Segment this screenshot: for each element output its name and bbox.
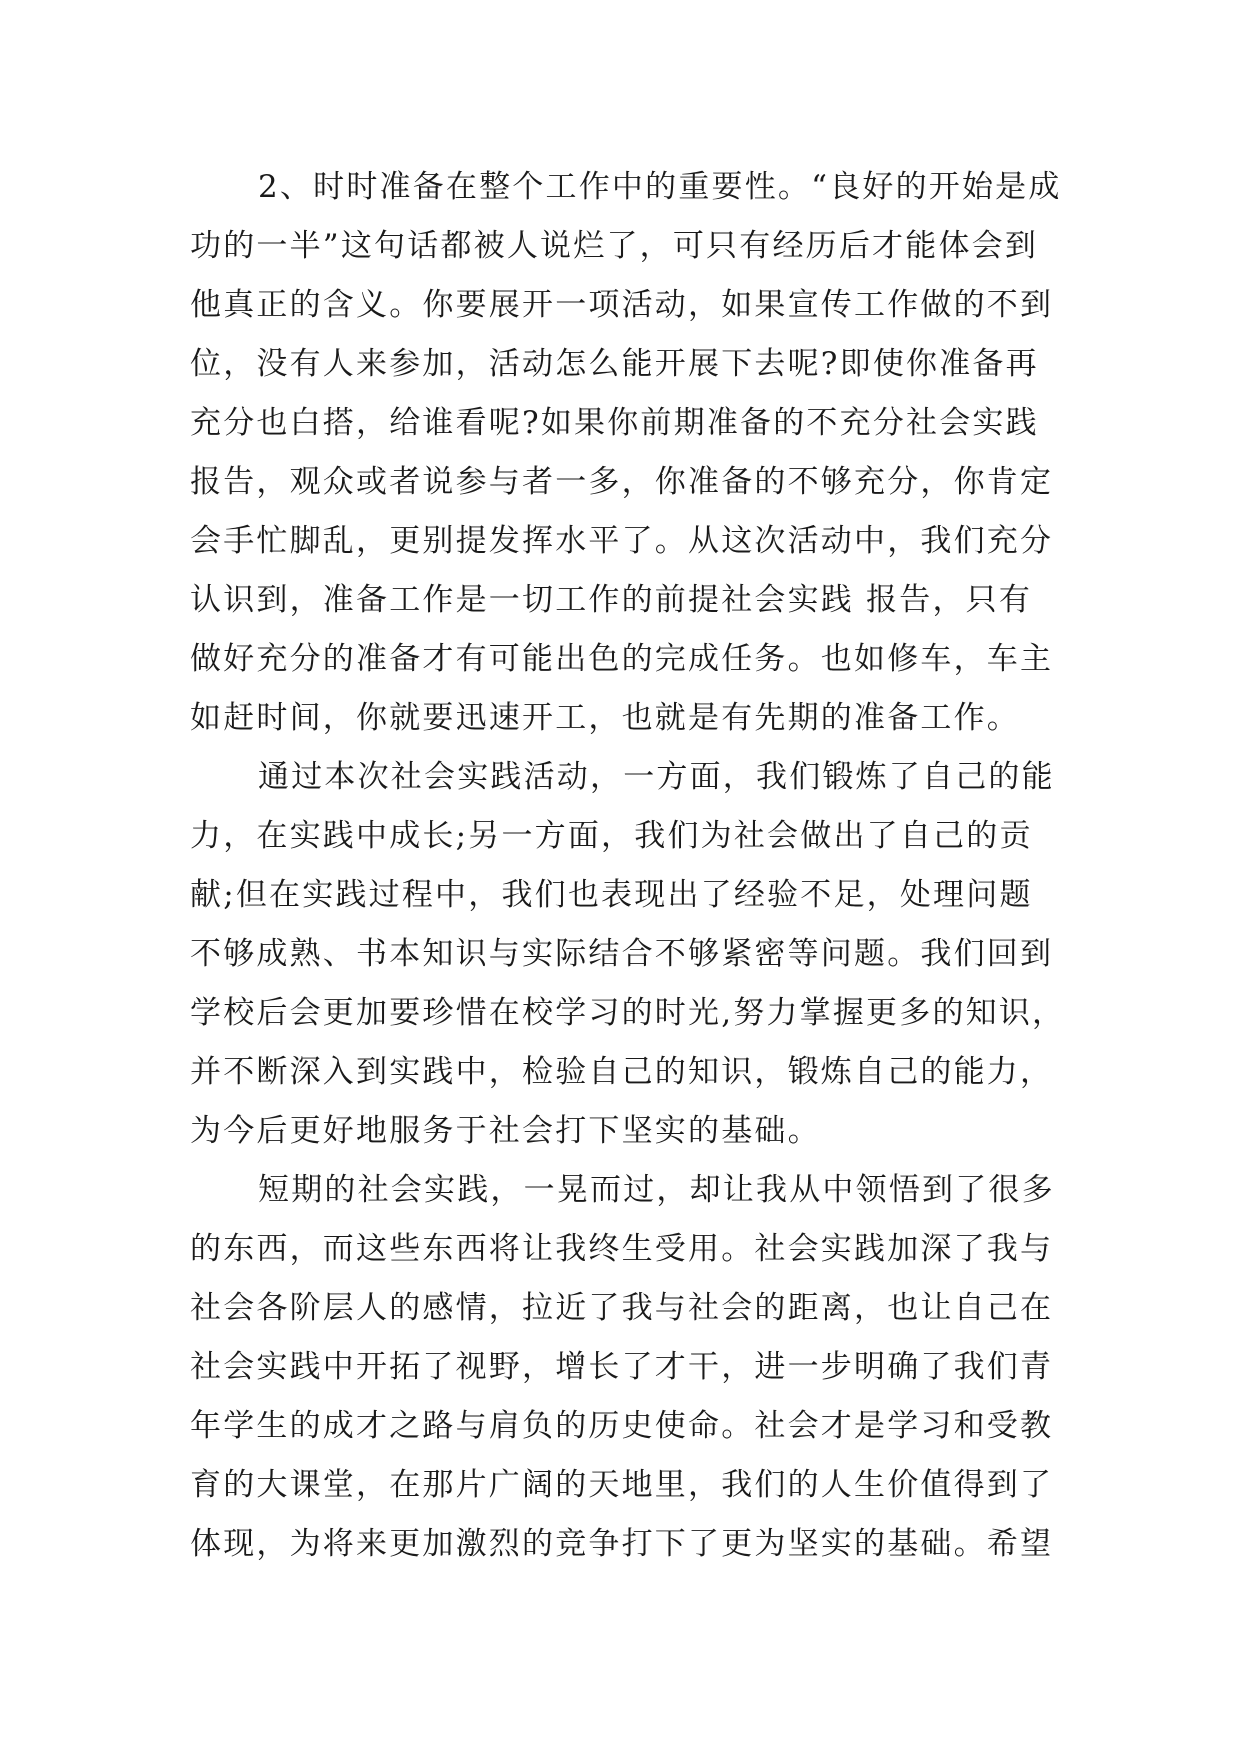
paragraph-2-line-5: 学校后会更加要珍惜在校学习的时光,努力掌握更多的知识， xyxy=(190,995,1066,1031)
paragraph-3-line-3: 社会各阶层人的感情，拉近了我与社会的距离，也让自己在 xyxy=(190,1290,1054,1326)
paragraph-1-line-4: 位，没有人来参加，活动怎么能开展下去呢?即使你准备再 xyxy=(190,346,1039,382)
paragraph-3-line-2: 的东西，而这些东西将让我终生受用。社会实践加深了我与 xyxy=(190,1231,1054,1267)
paragraph-1-line-9: 做好充分的准备才有可能出色的完成任务。也如修车，车主 xyxy=(190,641,1054,677)
paragraph-1-line-10: 如赶时间，你就要迅速开工，也就是有先期的准备工作。 xyxy=(190,700,1020,736)
paragraph-2-line-6: 并不断深入到实践中，检验自己的知识，锻炼自己的能力， xyxy=(190,1054,1054,1090)
paragraph-1-line-5: 充分也白搭，给谁看呢?如果你前期准备的不充分社会实践 xyxy=(190,405,1039,441)
paragraph-2-line-3: 献;但在实践过程中，我们也表现出了经验不足，处理问题 xyxy=(190,877,1033,913)
paragraph-3-line-4: 社会实践中开拓了视野，增长了才干，进一步明确了我们青 xyxy=(190,1349,1054,1385)
paragraph-3-line-1: 短期的社会实践，一晃而过，却让我从中领悟到了很多 xyxy=(258,1172,1055,1208)
paragraph-1-line-7: 会手忙脚乱，更别提发挥水平了。从这次活动中，我们充分 xyxy=(190,523,1054,559)
paragraph-2-line-7: 为今后更好地服务于社会打下坚实的基础。 xyxy=(190,1113,821,1149)
paragraph-3-line-7: 体现，为将来更加激烈的竞争打下了更为坚实的基础。希望 xyxy=(190,1526,1054,1562)
paragraph-1-line-8: 认识到，准备工作是一切工作的前提社会实践 报告，只有 xyxy=(190,582,1033,618)
paragraph-3-line-5: 年学生的成才之路与肩负的历史使命。社会才是学习和受教 xyxy=(190,1408,1054,1444)
paragraph-2-line-2: 力，在实践中成长;另一方面，我们为社会做出了自己的贡 xyxy=(190,818,1033,854)
paragraph-1-line-1: 2、时时准备在整个工作中的重要性。“良好的开始是成 xyxy=(258,169,1062,205)
paragraph-3-line-6: 育的大课堂，在那片广阔的天地里，我们的人生价值得到了 xyxy=(190,1467,1054,1503)
paragraph-2-line-1: 通过本次社会实践活动，一方面，我们锻炼了自己的能 xyxy=(258,759,1055,795)
paragraph-1-line-3: 他真正的含义。你要展开一项活动，如果宣传工作做的不到 xyxy=(190,287,1054,323)
paragraph-1-line-6: 报告，观众或者说参与者一多，你准备的不够充分，你肯定 xyxy=(190,464,1054,500)
paragraph-2-line-4: 不够成熟、书本知识与实际结合不够紧密等问题。我们回到 xyxy=(190,936,1054,972)
paragraph-1-line-2: 功的一半”这句话都被人说烂了，可只有经历后才能体会到 xyxy=(190,228,1039,264)
document-body xyxy=(190,158,1070,1574)
